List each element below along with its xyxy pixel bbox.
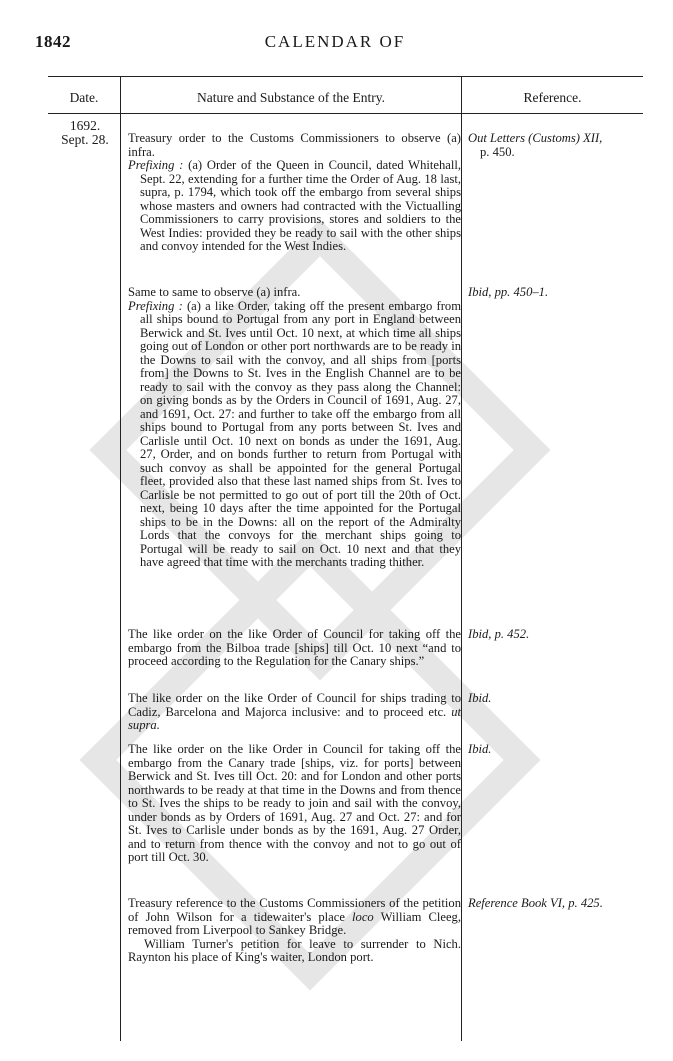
entry-5-text: The like order on the like Order in Council for taking off the embargo from the Canary trade [ships, viz. for ports] between Berwick and St. Ives till Oct. 20: and for London and other ports northwards to be ready at that time in the Downs and from thence to St. Ives the ships to be ready to join and sail with the convoy, under bonds as by Orders of 1691, Aug. 27 and Oct. 27: and for St. Ives to Carlisle under bonds as by the 1691, Aug. 27 Order, and to return from thence with the convoy and not to go out of port till Oct. 30. — [128, 742, 461, 864]
date-year: 1692. — [69, 118, 101, 133]
running-head — [35, 32, 635, 56]
column-divider-left — [120, 76, 121, 1041]
column-header-reference: Reference. — [523, 90, 582, 105]
entry-3-text: The like order on the like Order of Council for taking off the embargo from the Bilboa trade [ships] till Oct. 10 next “and to proceed according to the Regulation for the Canary ships.” — [128, 627, 461, 668]
entry-4-text: The like order on the like Order of Council for ships trading to Cadiz, Barcelona and Majorca inclusive: and to proceed etc. ut supra. — [128, 691, 461, 732]
entry-4-reference: Ibid. — [468, 691, 492, 705]
entry-3 — [128, 628, 461, 669]
entry-2-prefix: Prefixing : (a) a like Order, taking off the present embargo from all ships bound to Portugal from any port in England between Berwick and St. Ives until Oct. 10 next, at which time all ships going out of London or other port northwards are to be ready in the Downs to sail with the convoy, and all ships from [ports from] the Downs to St. Ives in the English Channel are to be ready to sail with the convoy as they pass along the Channel: on giving bonds as by the Orders in Council of 1691, Aug. 27, and 1691, Oct. 27: and further to take off the embargo from all ships bound to Portugal from any ports between St. Ives and Carlisle until Oct. 10 next on bonds as under the 1691, Aug. 27, Order, and on bonds further to return from Portugal with such convoy as shall be appointed for the general Portugal fleet, provided also that these last named ships from St. Ives to Carlisle be not permitted to go out of port till the 20th of Oct. next, being 10 days after the time appointed for the Portugal ships to be in the Downs: all on the report of the Admiralty Lords that the convoys for the merchant ships going to Portugal will be ready to sail on Oct. 10 next and that they have agreed that time with the merchants trading thither. — [128, 298, 461, 569]
entry-2 — [128, 286, 461, 570]
running-title: CALENDAR OF — [264, 32, 406, 51]
entry-6 — [128, 897, 461, 965]
entry-1-text: Treasury order to the Customs Commissioners to observe (a) infra. — [128, 131, 461, 159]
entry-2-reference: Ibid, pp. 450–1. — [468, 285, 549, 299]
entry-6-text-continued: William Turner's petition for leave to surrender to Nich. Raynton his place of King's waiter, London port. — [128, 936, 461, 964]
entry-6-reference: Reference Book VI, p. 425. — [468, 896, 603, 910]
entry-2-text: Same to same to observe (a) infra. — [128, 285, 301, 299]
date-day: Sept. 28. — [61, 132, 109, 147]
entry-1 — [128, 132, 461, 254]
page-number: 1842 — [35, 32, 71, 51]
column-header-date: Date. — [69, 90, 99, 105]
table-top-rule — [48, 76, 643, 77]
entry-5-reference: Ibid. — [468, 742, 492, 756]
header-bottom-rule — [48, 113, 643, 114]
entry-3-reference: Ibid, p. 452. — [468, 627, 530, 641]
entry-6-text: Treasury reference to the Customs Commissioners of the petition of John Wilson for a tidewaiter's place loco William Cleeg, removed from Liverpool to Sankey Bridge. — [128, 896, 462, 937]
entry-4 — [128, 692, 461, 733]
column-divider-right — [461, 76, 462, 1041]
entry-5 — [128, 743, 461, 865]
entry-1-reference: Out Letters (Customs) XII, p. 450. — [468, 131, 603, 159]
entry-1-prefix: Prefixing : (a) Order of the Queen in Council, dated Whitehall, Sept. 22, extending for a further time the Order of Aug. 18 last, supra, p. 1794, which took off the embargo from several ships whose masters and owners had contracted with the Victualling Commissioners to carry provisions, stores and soldiers to the West Indies: provided they be ready to sail with the other ships and convoy intended for the West Indies. — [128, 158, 461, 253]
column-header-nature: Nature and Substance of the Entry. — [196, 90, 386, 105]
